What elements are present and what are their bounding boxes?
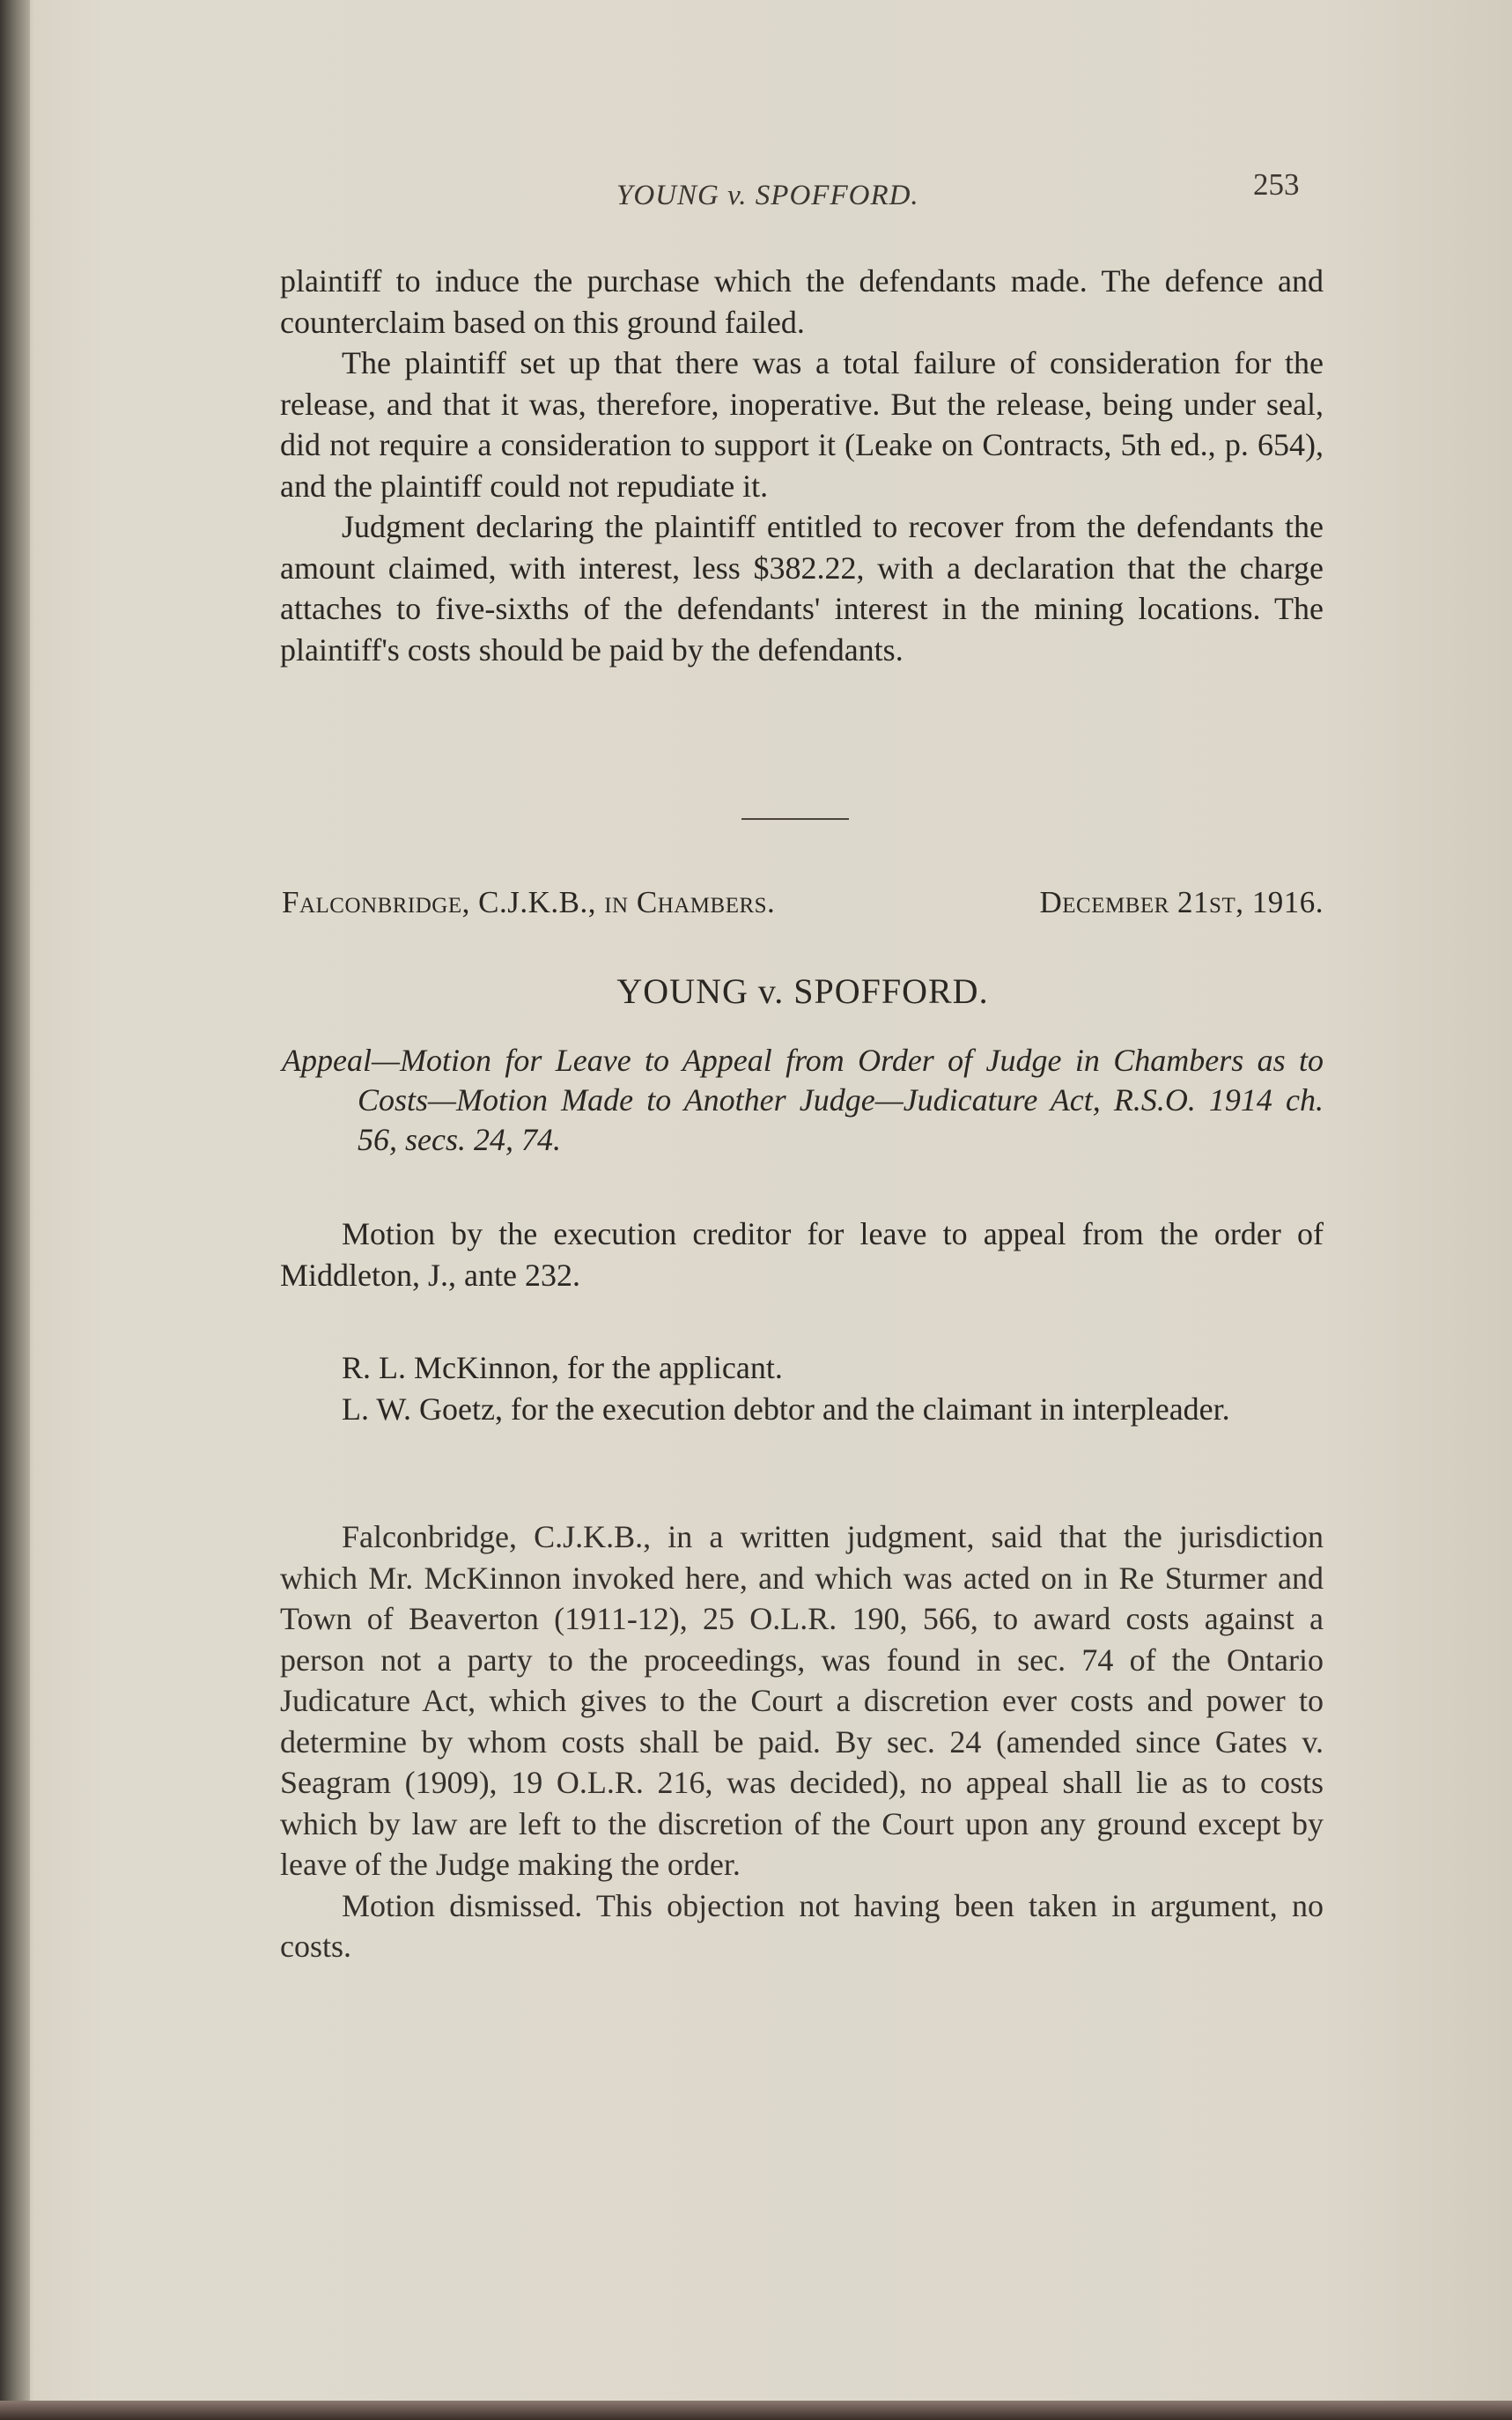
- section-divider: [741, 818, 849, 820]
- motion-text: [280, 1214, 1324, 1295]
- case-title: YOUNG v. SPOFFORD.: [616, 971, 989, 1011]
- paragraph: Motion by the execution creditor for leave to appeal from the order of Middleton, J., ante 232.: [280, 1216, 1324, 1293]
- paragraph: Falconbridge, C.J.K.B., in a written judgment, said that the jurisdiction which Mr. McKinnon invoked here, and which was acted on in Re Sturmer and Town of Beaverton (1911-12), 25 O.L.R. 190, 566, to award costs against a person not a party to the proceedings, was found in sec. 74 of the Ontario Judicature Act, which gives to the Court a discretion ever costs and power to determine by whom costs shall be paid. By sec. 24 (amended since Gates v. Seagram (1909), 19 O.L.R. 216, was decided), no appeal shall lie as to costs which by law are left to the discretion of the Court upon any ground except by leave of the Judge making the order.: [280, 1519, 1324, 1882]
- paragraph: Judgment declaring the plaintiff entitled to recover from the defendants the amount claimed, with interest, less $382.22, with a declaration that the charge attaches to five-sixths of the defendants' interest in the mining locations. The plaintiff's costs should be paid by the defendants.: [280, 509, 1324, 668]
- judgment-text: [280, 1516, 1324, 1967]
- counsel-applicant: R. L. McKinnon, for the applicant.: [342, 1350, 783, 1385]
- continuation-text: [280, 261, 1324, 670]
- page-bottom-edge: [0, 2401, 1512, 2420]
- book-spine: [0, 0, 30, 2420]
- paragraph: Motion dismissed. This objection not having been taken in argument, no costs.: [280, 1887, 1324, 1964]
- decision-date: December 21st, 1916.: [1039, 885, 1324, 919]
- paragraph: plaintiff to induce the purchase which the defendants made. The defence and counterclaim based on this ground failed.: [280, 263, 1324, 340]
- page-number: 253: [1253, 167, 1300, 202]
- counsel-list: [280, 1347, 1324, 1429]
- counsel-respondent: L. W. Goetz, for the execution debtor and the claimant in interpleader.: [342, 1391, 1230, 1427]
- paragraph: The plaintiff set up that there was a total failure of consideration for the release, and that it was, therefore, inoperative. But the release, being under seal, did not require a consideration to support it (Leake on Contracts, 5th ed., p. 654), and the plaintiff could not repudiate it.: [280, 345, 1324, 504]
- running-head: YOUNG v. SPOFFORD.: [616, 180, 919, 211]
- headnote: Appeal—Motion for Leave to Appeal from Order of Judge in Chambers as to Costs—Motion Made to Another Judge—Judicature Act, R.S.O. 1914 ch. 56, secs. 24, 74.: [282, 1043, 1324, 1157]
- court-judge: Falconbridge, C.J.K.B., in Chambers.: [282, 885, 776, 919]
- court-line: [282, 885, 1324, 920]
